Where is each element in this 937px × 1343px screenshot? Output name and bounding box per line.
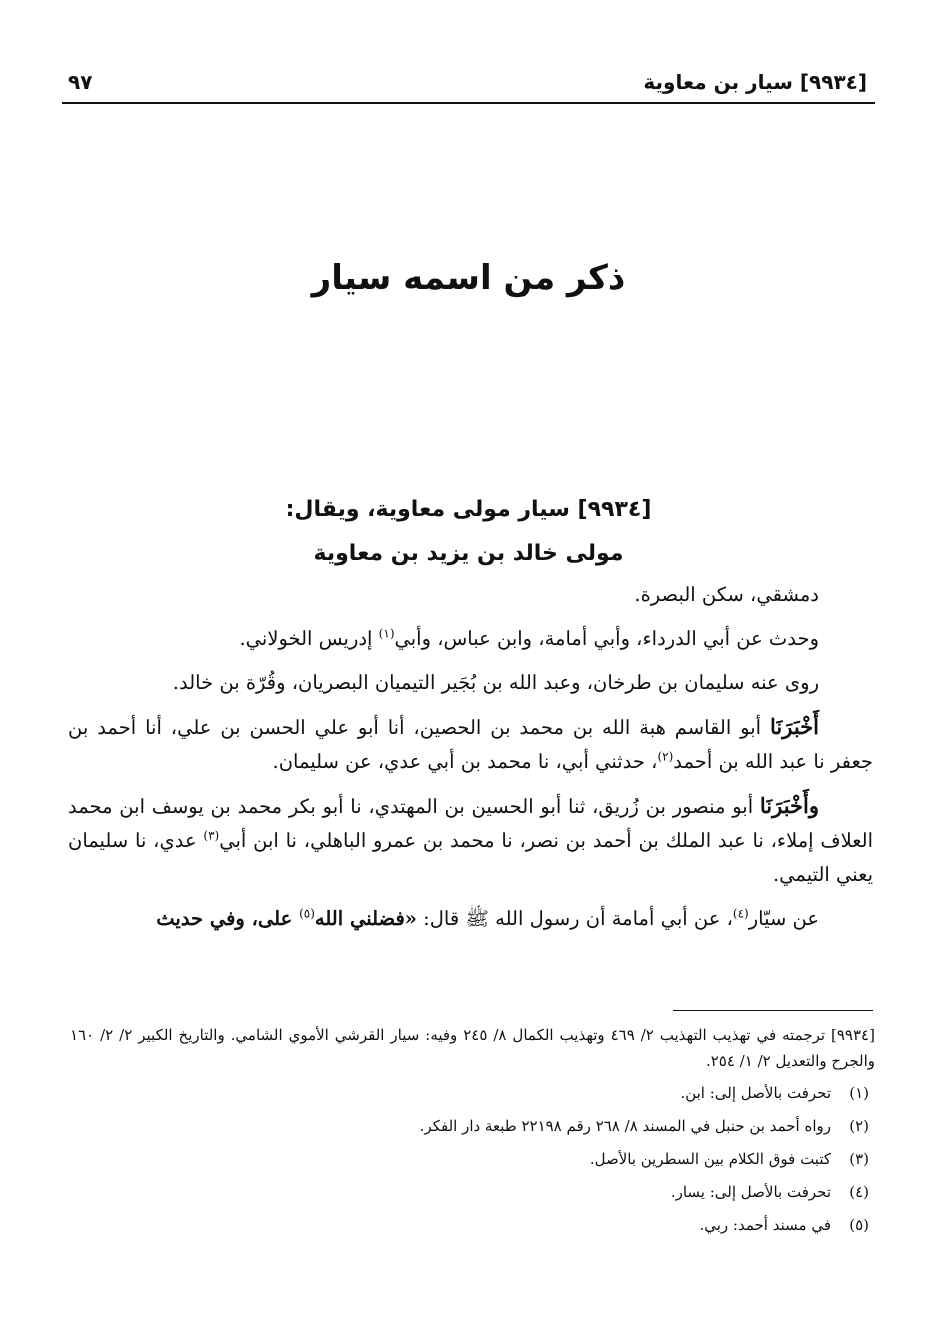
footnote-ref-2: (٢) bbox=[657, 749, 674, 764]
header-rule bbox=[62, 102, 875, 104]
footnote-ref-3: (٣) bbox=[203, 828, 220, 843]
footnote-text: تحرفت بالأصل إلى: يسار. bbox=[670, 1183, 831, 1201]
paragraph-3 bbox=[68, 666, 873, 700]
paragraph-5-lead: وأَخْبَرَنَا bbox=[759, 793, 819, 818]
page-number: ٩٧ bbox=[68, 70, 93, 94]
paragraph-2 bbox=[68, 622, 873, 656]
footnote-number: (٣) bbox=[849, 1150, 869, 1168]
footnote-item bbox=[70, 1080, 875, 1106]
footnote-number: (١) bbox=[849, 1084, 869, 1102]
footnote-item bbox=[70, 1113, 875, 1139]
footnote-item bbox=[70, 1212, 875, 1238]
entry-heading-line-1: [٩٩٣٤] سيار مولى معاوية، ويقال: bbox=[285, 497, 652, 522]
paragraph-4-text-a: أبو القاسم هبة الله بن محمد بن الحصين، أنا أبو علي الحسن بن علي، أنا أحمد بن جعفر نا عبد الله بن أحمد bbox=[68, 716, 873, 773]
paragraph-1-text: دمشقي، سكن البصرة. bbox=[634, 583, 819, 606]
paragraph-1 bbox=[68, 578, 873, 612]
footnote-number: (٥) bbox=[849, 1216, 869, 1234]
paragraph-2-text-a: وحدث عن أبي الدرداء، وأبي أمامة، وابن عباس، وأبي bbox=[394, 627, 819, 650]
footnote-number: (٢) bbox=[849, 1117, 869, 1135]
footnotes bbox=[70, 1022, 875, 1245]
running-header bbox=[60, 70, 877, 100]
entry-heading-line-2: مولى خالد بن يزيد بن معاوية bbox=[313, 541, 624, 566]
footnote-text: تحرفت بالأصل إلى: ابن. bbox=[680, 1084, 831, 1102]
paragraph-2-text-b: إدريس الخولاني. bbox=[239, 627, 379, 650]
footnote-main: [٩٩٣٤] ترجمته في تهذيب التهذيب ٢/ ٤٦٩ وتهذيب الكمال ٨/ ٢٤٥ وفيه: سيار القرشي الأموي الشامي. والتاريخ الكبير ٢/ ٢/ ١٦٠ والجرح والتعديل ٢/ ١/ ٢٥٤. bbox=[70, 1026, 875, 1070]
paragraph-6-text-c: على، وفي حديث bbox=[156, 907, 300, 930]
body-text bbox=[68, 578, 873, 946]
footnote-ref-1: (١) bbox=[378, 626, 395, 641]
paragraph-3-text: روى عنه سليمان بن طرخان، وعبد الله بن بُجَير التيميان البصريان، وقُرّة بن خالد. bbox=[172, 671, 819, 694]
footnote-ref-5: (٥) bbox=[299, 906, 315, 921]
paragraph-6-text-a: عن سيّار bbox=[748, 907, 819, 930]
footnote-item bbox=[70, 1146, 875, 1172]
paragraph-5-text-a: أبو منصور بن زُريق، ثنا أبو الحسين بن المهتدي، نا أبو بكر محمد بن يوسف ابن محمد العلاف إملاء، نا عبد الملك بن أحمد بن نصر، نا محمد بن عمرو الباهلي، نا ابن أبي bbox=[68, 795, 873, 852]
paragraph-6 bbox=[68, 902, 873, 936]
footnote-number: (٤) bbox=[849, 1183, 869, 1201]
footnote-ref-4: (٤) bbox=[732, 906, 749, 921]
entry-heading bbox=[60, 488, 877, 576]
footnote-text: كتبت فوق الكلام بين السطرين بالأصل. bbox=[589, 1150, 831, 1168]
paragraph-4 bbox=[68, 710, 873, 779]
paragraph-4-text-b: ، حدثني أبي، نا محمد بن أبي عدي، عن سليمان. bbox=[272, 750, 658, 773]
footnote-text: في مسند أحمد: ربي. bbox=[699, 1216, 831, 1234]
paragraph-6-text-b: ، عن أبي أمامة أن رسول الله ﷺ قال: bbox=[416, 907, 733, 930]
chapter-title: ذكر من اسمه سيار bbox=[311, 258, 626, 298]
footnote-text: رواه أحمد بن حنبل في المسند ٨/ ٢٦٨ رقم ٢٢١٩٨ طبعة دار الفكر. bbox=[419, 1117, 831, 1135]
paragraph-5 bbox=[68, 789, 873, 892]
hadith-quote: «فضلني الله bbox=[314, 907, 417, 930]
running-title: [٩٩٣٤] سيار بن معاوية bbox=[643, 70, 867, 94]
footnote-item bbox=[70, 1179, 875, 1205]
paragraph-5-text-b: عدي، نا سليمان يعني التيمي. bbox=[68, 829, 873, 886]
footnote-separator bbox=[673, 1010, 873, 1011]
paragraph-4-lead: أَخْبَرَنَا bbox=[770, 714, 819, 739]
